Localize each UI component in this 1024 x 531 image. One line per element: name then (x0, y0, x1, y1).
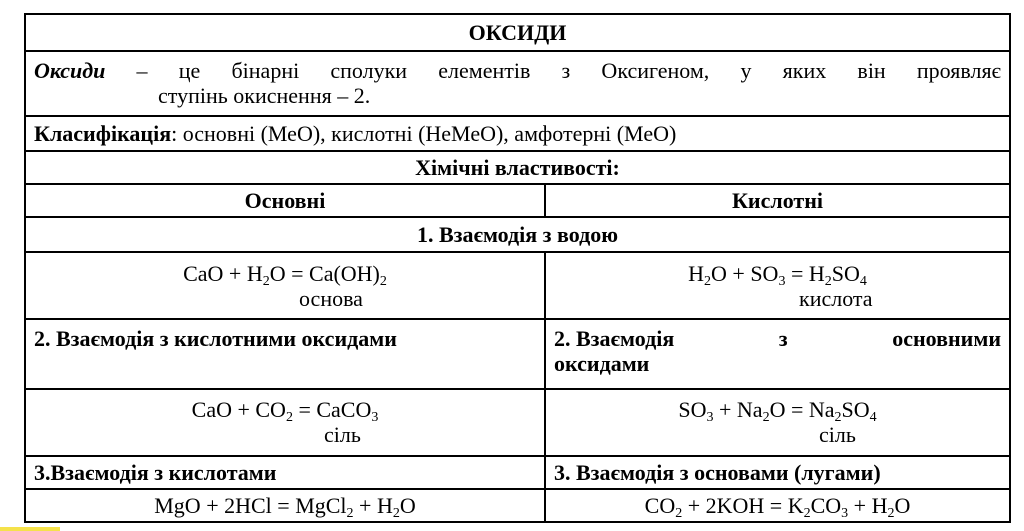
section-3-right-cell (545, 489, 1010, 522)
section-3-right-title: 3. Взаємодія з основами (лугами) (545, 456, 1010, 489)
corner-highlight-mark (0, 527, 60, 531)
section-2-right-title-line-2: оксидами (554, 350, 650, 376)
equation-cao-co2: CaO + $CO_2$ = CaCO$_3$ (191, 397, 379, 426)
section-1-right-cell (545, 252, 1010, 318)
section-2-right-title-line-1: 2. Взаємодія з основними (554, 325, 1001, 351)
definition-cell (25, 51, 1010, 115)
column-header-basic: Основні (25, 184, 545, 217)
equation-mgo-hcl: MgO + 2HCl = MgCl$_2$ + $H_2O$ (154, 492, 416, 521)
properties-title: Хімічні властивості: (25, 151, 1010, 184)
section-2-right-cell (545, 389, 1010, 455)
equation-so3-na2o: $SO_3 + Na_2O = Na_2SO_4$ (678, 397, 877, 426)
definition-line-2: ступінь окиснення – 2. (158, 83, 371, 109)
column-header-acidic: Кислотні (545, 184, 1010, 217)
equation-cao-water: CaO + $H_2O = Ca(OH)_2$ (183, 260, 387, 289)
classification-cell (25, 116, 1010, 151)
definition-text: – це бінарні сполуки елементів з Оксигеном, у яких він проявляє (105, 58, 1002, 84)
classification-text: : основні (МеО), кислотні (НеМеО), амфотерні (МеО) (171, 120, 677, 146)
product-label: сіль (819, 422, 856, 448)
section-1-left-cell (25, 252, 545, 318)
table-title: ОКСИДИ (25, 14, 1010, 51)
section-2-right-title (545, 319, 1010, 389)
section-3-left-cell (25, 489, 545, 522)
oxides-table (24, 13, 1011, 523)
section-1-title: 1. Взаємодія з водою (25, 217, 1010, 252)
definition-term: Оксиди (34, 58, 106, 84)
product-label: основа (299, 285, 363, 311)
equation-co2-koh: $CO_2 + 2KOH = K_2CO_3 + H_2O$ (644, 492, 911, 521)
equation-water-so3: $H_2O + SO_3 = H_2SO_4$ (688, 260, 867, 289)
section-3-left-title: 3.Взаємодія з кислотами (25, 456, 545, 489)
product-label: кислота (799, 285, 873, 311)
product-label: сіль (324, 422, 361, 448)
classification-label: Класифікація (34, 120, 172, 146)
definition-line-1 (34, 58, 1001, 83)
section-2-left-title: 2. Взаємодія з кислотними оксидами (25, 319, 545, 389)
section-2-left-cell (25, 389, 545, 455)
